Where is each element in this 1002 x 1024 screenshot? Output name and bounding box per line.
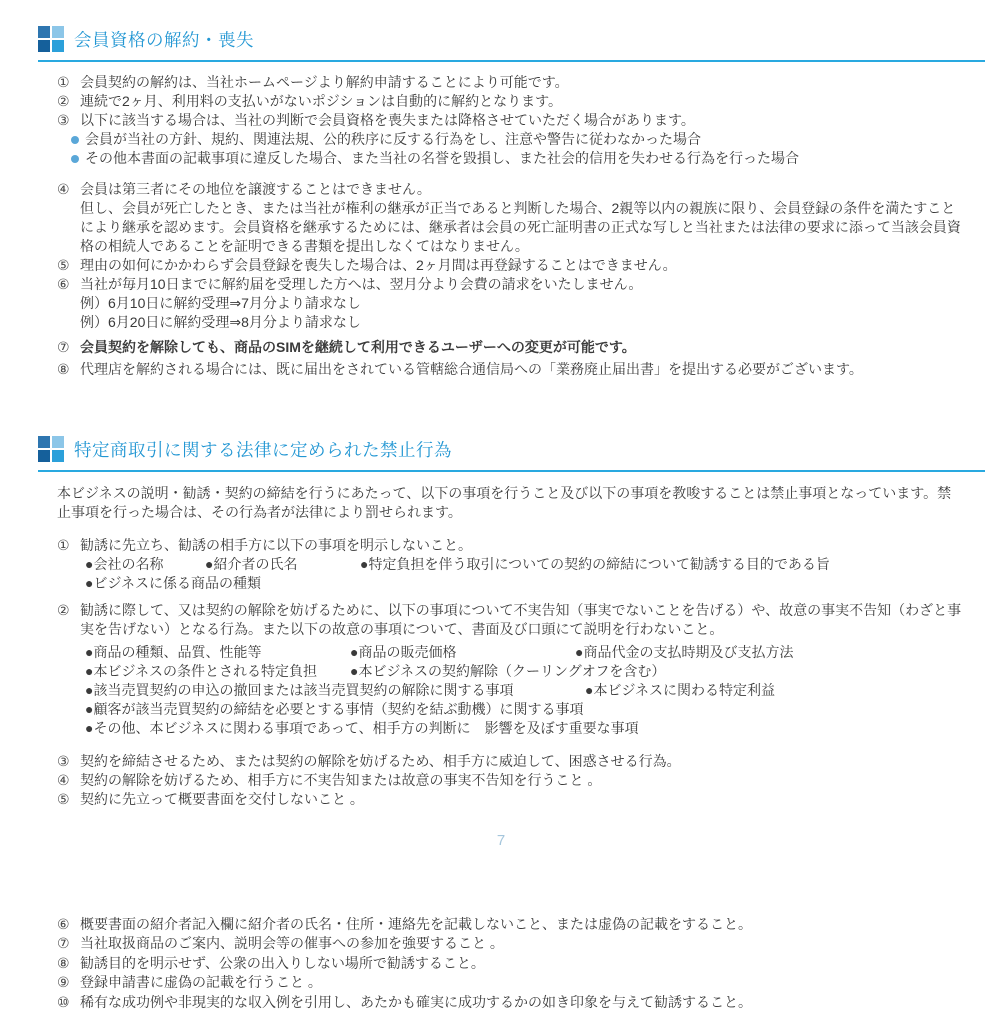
section-intro: 本ビジネスの説明・勧誘・契約の締結を行うにあたって、以下の事項を行うこと及び以下の事項を教唆することは禁止事項となっています。禁止事項を行った場合は、その行為者が法律により罰せられます。 (57, 485, 952, 520)
numbered-list-continued (57, 915, 977, 1012)
item-number: ⑧ (57, 954, 70, 971)
section-header (38, 435, 1002, 463)
bullet-cell: ●商品代金の支払時期及び支払方法 (575, 644, 794, 660)
bullet-row (57, 643, 962, 662)
bullet-cell: ●該当売買契約の申込の撤回または該当売買契約の解除に関する事項 (85, 682, 514, 698)
section-divider (38, 470, 985, 472)
list-item (57, 360, 962, 379)
item-number: ② (57, 602, 70, 618)
list-item (57, 973, 977, 992)
sub-bullet-item (57, 130, 962, 149)
item-number: ⑥ (57, 276, 70, 292)
section-membership-cancellation (0, 25, 1002, 379)
item-number: ① (57, 537, 70, 553)
bullet-row (57, 662, 962, 681)
item-text: 会員は第三者にその地位を譲渡することはできません。 (80, 181, 431, 197)
bullet-icon (71, 155, 79, 163)
item-number: ⑨ (57, 974, 70, 991)
bullet-row (57, 681, 962, 700)
example-line: 例）6月10日に解約受理⇒7月分より請求なし (80, 295, 361, 311)
list-item (57, 275, 962, 294)
item-number: ⑦ (57, 935, 70, 952)
list-item (57, 954, 977, 973)
bullet-row (57, 700, 962, 719)
item-text: 勧誘に際して、又は契約の解除を妨げるために、以下の事項について不実告知（事実でないことを告げる）や、故意の事実不告知（わざと事実を告げない）となる行為。また以下の故意の事項について、書面及び口頭にて説明を行わないこと。 (80, 602, 962, 637)
blue-squares-icon (38, 26, 64, 52)
bullet-cell: ●顧客が該当売買契約の締結を必要とする事情（契約を結ぶ動機）に関する事項 (85, 701, 584, 717)
item-number: ③ (57, 753, 70, 769)
item-number: ② (57, 93, 70, 109)
bullet-icon (71, 136, 79, 144)
list-item (57, 256, 962, 275)
bullet-cell: ●本ビジネスに関わる特定利益 (585, 682, 776, 698)
section-divider (38, 60, 985, 62)
bullet-cell: ●商品の種類、品質、性能等 (85, 644, 262, 660)
section-title: 特定商取引に関する法律に定められた禁止行為 (74, 439, 452, 460)
bullet-cell: ●商品の販売価格 (350, 644, 457, 660)
item-text: 勧誘に先立ち、勧誘の相手方に以下の事項を明示しないこと。 (80, 537, 472, 553)
blue-squares-icon (38, 436, 64, 462)
section-header (38, 25, 1002, 53)
list-item (57, 73, 962, 92)
bullet-cell: ●特定負担を伴う取引についての契約の締結について勧誘する目的である旨 (360, 556, 830, 572)
item-number: ⑤ (57, 257, 70, 273)
sub-bullet-item (57, 149, 962, 168)
example-line: 例）6月20日に解約受理⇒8月分より請求なし (80, 314, 361, 330)
list-item (57, 601, 962, 639)
list-item (57, 934, 977, 953)
section-prohibited-acts (0, 435, 1002, 809)
bullet-cell: ●その他、本ビジネスに関わる事項であって、相手方の判断に 影響を及ぼす重要な事項 (85, 720, 639, 736)
item-text: 当社が毎月10日までに解約届を受理した方へは、翌月分より会費の請求をいたしません。 (80, 276, 643, 292)
list-item (57, 993, 977, 1012)
item-number: ⑦ (57, 339, 70, 355)
item-number: ⑥ (57, 916, 70, 932)
list-item (57, 536, 962, 555)
bullet-cell: ●ビジネスに係る商品の種類 (85, 575, 262, 591)
item-text: 契約の解除を妨げるため、相手方に不実告知または故意の事実不告知を行うこと 。 (80, 772, 602, 788)
item-text: 会員契約の解約は、当社ホームページより解約申請することにより可能です。 (80, 74, 569, 90)
item-text: 理由の如何にかかわらず会員登録を喪失した場合は、2ヶ月間は再登録することはできません。 (80, 257, 677, 273)
item-number: ③ (57, 112, 70, 128)
list-item (57, 771, 962, 790)
item-text: 代理店を解約される場合には、既に届出をされている管轄総合通信局への「業務廃止届出書」を提出する必要がございます。 (80, 361, 863, 377)
item-number: ④ (57, 772, 70, 788)
sub-bullet-text: その他本書面の記載事項に違反した場合、また当社の名誉を毀損し、また社会的信用を失わせる行為を行った場合 (85, 150, 799, 166)
bullet-row (57, 574, 962, 593)
numbered-list (57, 73, 962, 379)
item-text: 稀有な成功例や非現実的な収入例を引用し、あたかも確実に成功するかの如き印象を与えて勧誘すること。 (80, 993, 752, 1010)
bullet-cell: ●会社の名称 (85, 556, 164, 572)
item-number: ⑤ (57, 791, 70, 807)
numbered-list (57, 536, 962, 809)
bullet-row (57, 719, 962, 738)
item-text: 勧誘目的を明示せず、公衆の出入りしない場所で勧誘すること。 (80, 954, 485, 971)
item-number: ④ (57, 181, 70, 197)
section-title: 会員資格の解約・喪失 (74, 29, 254, 50)
list-item (57, 752, 962, 771)
item-text: 契約に先立って概要書面を交付しないこと 。 (80, 791, 364, 807)
bullet-cell: ●紹介者の氏名 (205, 556, 298, 572)
item-number: ① (57, 74, 70, 90)
list-item (57, 92, 962, 111)
list-item (57, 111, 962, 130)
list-item (57, 180, 962, 256)
list-item (57, 790, 962, 809)
item-text: 契約を締結させるため、または契約の解除を妨げるため、相手方に威迫して、困惑させる行為。 (80, 753, 681, 769)
item-text: 以下に該当する場合は、当社の判断で会員資格を喪失または降格させていただく場合があります。 (80, 112, 695, 128)
item-text-continued: 但し、会員が死亡したとき、または当社が権利の継承が正当であると判断した場合、2親等以内の親族に限り、会員登録の条件を満たすことにより継承を認めます。会員資格を継承するためには、継承者は会員の死亡証明書の正式な写しと当社または法律の要求に添って当該会員資格の相続人であることを証明できる書類を提出しなくてはなりません。 (80, 200, 961, 254)
sub-bullet-text: 会員が当社の方針、規約、関連法規、公的秩序に反する行為をし、注意や警告に従わなかった場合 (85, 131, 701, 147)
bullet-cell: ●本ビジネスの契約解除（クーリングオフを含む） (350, 663, 666, 679)
item-text: 概要書面の紹介者記入欄に紹介者の氏名・住所・連絡先を記載しないこと、または虚偽の記載をすること。 (80, 916, 752, 932)
bullet-row (57, 555, 962, 574)
item-text: 当社取扱商品のご案内、説明会等の催事への参加を強要すること 。 (80, 935, 504, 952)
item-text: 登録申請書に虚偽の記載を行うこと 。 (80, 974, 322, 991)
item-text: 連続で2ヶ月、利用料の支払いがないポジションは自動的に解約となります。 (80, 93, 563, 109)
item-number: ⑧ (57, 361, 70, 377)
list-item (57, 915, 977, 934)
item-number: ⑩ (57, 993, 70, 1010)
list-item (57, 338, 962, 357)
bullet-cell: ●本ビジネスの条件とされる特定負担 (85, 663, 318, 679)
page-number: 7 (496, 832, 506, 849)
item-text-bold: 会員契約を解除しても、商品のSIMを継続して利用できるユーザーへの変更が可能です。 (80, 339, 636, 355)
